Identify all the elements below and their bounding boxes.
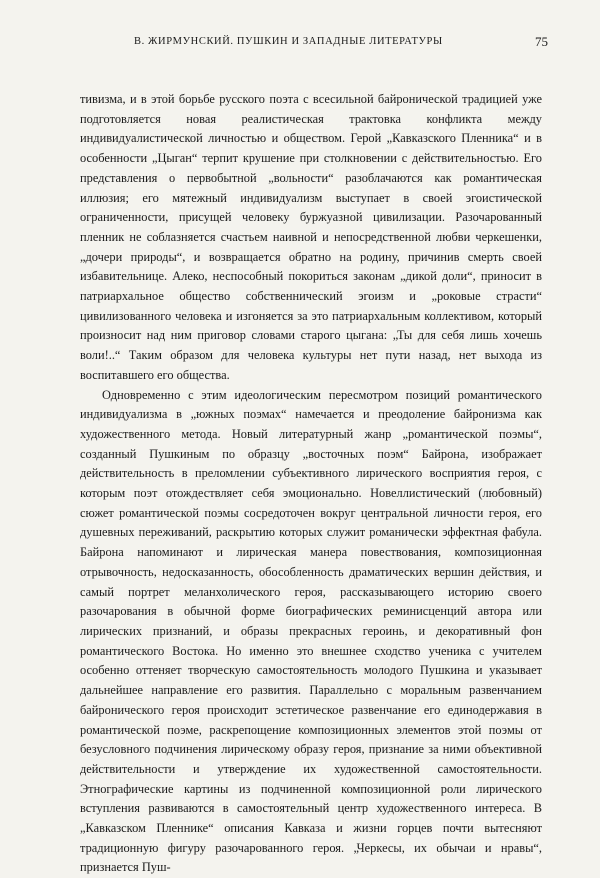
page-header bbox=[80, 34, 548, 56]
paragraph-2: Одновременно с этим идеологическим пересмотром позиций романтического индивидуализма в „южных поэмах“ намечается и преодоление байронизма как художественного метода. Новый литературный жанр „романтической поэмы“, созданный Пушкиным по образцу „восточных поэм“ Байрона, изображает действительность в преломлении субъективного лирического восприятия героя, с которым поэт отождествляет себя эмоционально. Новеллистический (любовный) сюжет романтической поэмы сосредоточен вокруг центральной личности героя, его душевных переживаний, раскрытию которых служит романически эффектная фабула. Байрона напоминают и лирическая манера повествования, композиционная отрывочность, недосказанность, обособленность драматических вершин действия, и самый портрет меланхолического героя, рассказывающего историю своего разочарования в обычной форме биографических реминисценций автора или лирических признаний, и образы прекрасных героинь, и декоративный фон романтического Востока. Но именно это внешнее сходство ученика с учителем особенно оттеняет творческую самостоятельность молодого Пушкина и указывает дальнейшее направление его развития. Параллельно с моральным развенчанием байронического героя происходит эстетическое развенчание его единодержавия в романтической поэме, раскрепощение композиционных элементов этой поэмы от безусловного подчинения лирическому образу героя, признание за ними объективной действительности и утверждение их художественной самостоятельности. Этнографические картины из подчиненной композиционной роли лирического вступления развиваются в самостоятельный центр художественного интереса. В „Кавказском Пленнике“ описания Кавказа и жизни горцев почти вытесняют традиционную фигуру разочарованного героя. „Черкесы, их обычаи и нравы“, признается Пуш- bbox=[80, 387, 542, 875]
paragraph-1: тивизма, и в этой борьбе русского поэта с всесильной байронической традицией уже подготовляется новая реалистическая трактовка конфликта между индивидуалистической личностью и обществом. Герой „Кавказского Пленника“ и в особенности „Цыган“ терпит крушение при столкновении с действительностью. Его представления о первобытной „вольности“ разоблачаются как романтическая иллюзия; его мятежный индивидуализм выступает в своей эгоистической ограниченности, присущей человеку буржуазной цивилизации. Разочарованный пленник не соблазняется счастьем наивной и непосредственной любви черкешенки, „дочери природы“, и возвращается обратно на родину, причинив смерть своей избавительнице. Алеко, неспособный покориться законам „дикой доли“, приносит в патриархальное общество собственнический эгоизм и „роковые страсти“ цивилизованного человека и изгоняется за это патриархальным коллективом, который произносит над ним приговор словами старого цыгана: „Ты для себя лишь хочешь воли!..“ Таким образом для человека культуры нет пути назад, нет выхода из воспитавшего его общества. bbox=[80, 92, 542, 382]
page-number: 75 bbox=[535, 34, 548, 49]
running-head: В. ЖИРМУНСКИЙ. ПУШКИН И ЗАПАДНЫЕ ЛИТЕРАТУРЫ bbox=[134, 36, 443, 47]
body-text bbox=[80, 90, 542, 878]
